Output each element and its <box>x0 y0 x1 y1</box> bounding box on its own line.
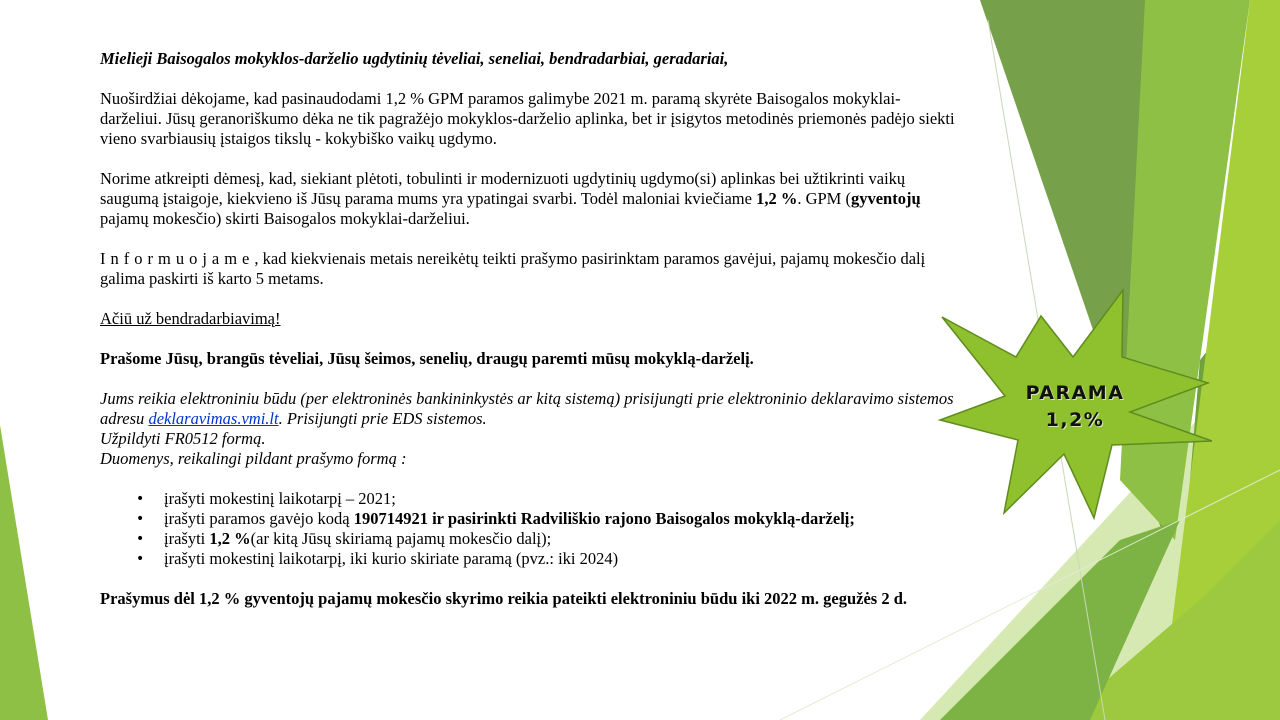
thanks-paragraph: Nuoširdžiai dėkojame, kad pasinaudodami 1,2 % GPM paramos galimybe 2021 m. paramą skyrėte Baisogalos mokyklai-darželiui. Jūsų geranoriškumo dėka ne tik pagražėjo mokyklos-darželio aplinka, bet ir įsigytos metodinės priemonės padėjo siekti vieno svarbiausių įstaigos tikslų - kokybiško vaikų ugdymo. <box>100 89 955 148</box>
deadline-paragraph: Prašymus dėl 1,2 % gyventojų pajamų mokesčio skyrimo reikia pateikti elektroniniu būdu iki 2022 m. gegužės 2 d. <box>100 589 908 608</box>
list-item <box>100 529 960 549</box>
badge-title: PARAMA <box>1025 382 1125 404</box>
appeal-line: Prašome Jūsų, brangūs tėveliai, Jūsų šeimos, senelių, draugų paremti mūsų mokyklą-darželį. <box>100 349 754 368</box>
bullet-code-bold: 190714921 ir pasirinkti Radviliškio rajono Baisogalos mokyklą-darželį; <box>353 509 855 528</box>
instructions-paragraph <box>100 389 960 429</box>
bullet-period-text: įrašyti mokestinį laikotarpį – 2021; <box>164 489 396 508</box>
instructions-text-2: . Prisijungti prie EDS sistemos. <box>278 409 487 428</box>
badge-label <box>1010 380 1140 434</box>
bullet-code-text: įrašyti paramos gavėjo kodą <box>164 509 354 528</box>
vmi-declaration-link[interactable]: deklaravimas.vmi.lt <box>148 409 279 428</box>
greeting-line: Mielieji Baisogalos mokyklos-darželio ugdytinių tėveliai, seneliai, bendradarbiai, geradariai, <box>100 49 729 68</box>
instruction-bullet-list <box>100 489 960 569</box>
invitation-residents: gyventojų <box>850 189 921 208</box>
list-item <box>100 489 960 509</box>
invitation-text-2: . GPM ( <box>797 189 851 208</box>
letter-body <box>100 49 960 609</box>
left-green-sliver <box>0 425 48 720</box>
list-item <box>100 549 960 569</box>
invitation-percent: 1,2 % <box>756 189 798 208</box>
list-item <box>100 509 960 529</box>
invitation-text-3: pajamų mokesčio) skirti Baisogalos mokyklai-darželiui. <box>100 209 470 228</box>
bullet-percent-bold: 1,2 % <box>209 529 251 548</box>
thanks-for-cooperation: Ačiū už bendradarbiavimą! <box>100 309 281 328</box>
bullet-until-text: įrašyti mokestinį laikotarpį, iki kurio skiriate paramą (pvz.: iki 2024) <box>164 549 619 568</box>
info-spaced-word: Informuojame <box>100 249 255 268</box>
info-text: , kad kiekvienais metais nereikėtų teikti prašymo pasirinktam paramos gavėjui, pajamų mokesčio dalį galima paskirti iš karto 5 metams. <box>100 249 926 288</box>
info-paragraph <box>100 249 960 289</box>
bullet-percent-text: įrašyti <box>164 529 210 548</box>
required-data-line: Duomenys, reikalingi pildant prašymo formą : <box>100 449 407 468</box>
invitation-text-1: Norime atkreipti dėmesį, kad, siekiant plėtoti, tobulinti ir modernizuoti ugdytinių ugdymo(si) aplinkas bei užtikrinti vaikų saugumą įstaigoje, kiekvieno iš Jūsų parama mums yra ypatingai svarbi. Todėl maloniai kviečiame <box>100 169 906 208</box>
instructions-text-1: Jums reikia elektroniniu būdu (per elektroninės bankininkystės ar kitą sistemą) prisijungti prie elektroninio deklaravimo sistemos adresu <box>100 389 954 428</box>
bullet-percent-rest: (ar kitą Jūsų skiriamą pajamų mokesčio dalį); <box>250 529 552 548</box>
badge-percent: 1,2% <box>1045 409 1105 431</box>
invitation-paragraph <box>100 169 960 229</box>
fill-form-line: Užpildyti FR0512 formą. <box>100 429 266 448</box>
